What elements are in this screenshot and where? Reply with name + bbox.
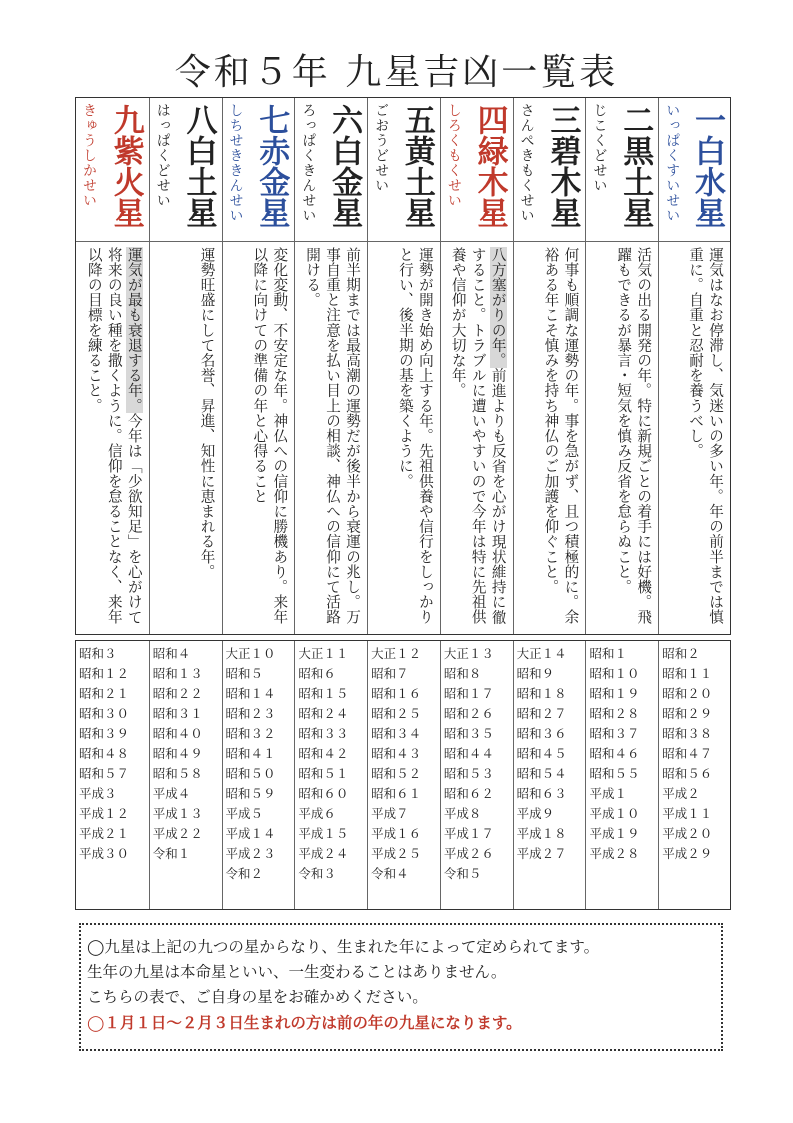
birth-year: 昭和２８	[589, 706, 640, 721]
birth-year: 昭和１９	[589, 686, 640, 701]
birth-year: 昭和３０	[78, 706, 129, 721]
birth-year: 昭和３１	[152, 706, 203, 721]
birth-year-column	[76, 641, 149, 909]
birth-year-column	[367, 641, 440, 909]
birth-year: 大正１０	[225, 646, 276, 661]
note-line: ◯九星は上記の九つの星からなり、生まれた年によって定められてます。	[87, 938, 600, 956]
birth-year: 平成１８	[516, 826, 567, 841]
birth-year: 昭和１１	[662, 666, 713, 681]
star-column	[76, 98, 149, 634]
birth-year: 平成３	[78, 786, 117, 801]
birth-year: 昭和４７	[662, 746, 713, 761]
highlighted-text: 八方塞がりの年。	[489, 247, 507, 368]
birth-year: 昭和３４	[371, 726, 422, 741]
birth-year: 平成２８	[589, 846, 640, 861]
star-column	[658, 98, 730, 634]
birth-year: 昭和５６	[662, 766, 713, 781]
birth-year: 昭和４４	[443, 746, 494, 761]
birth-year: 平成２	[662, 786, 700, 801]
star-header	[514, 98, 586, 242]
birth-year: 令和１	[152, 846, 191, 861]
star-column	[513, 98, 586, 634]
star-header	[76, 98, 149, 242]
birth-year: 昭和４８	[78, 746, 129, 761]
star-name: 九紫火星	[107, 104, 144, 228]
fortune-body: 今年は「少欲知足」を心がけて将来の良い種を撒くように。信仰を怠ることなく、来年以降の目標を練ること。	[85, 247, 143, 625]
note-line: こちらの表で、ご自身の星をお確かめください。	[87, 988, 428, 1006]
star-fortune-text	[448, 247, 508, 632]
birth-year: 昭和２０	[662, 686, 713, 701]
birth-year: 昭和６１	[371, 786, 422, 801]
birth-year: 平成８	[443, 806, 482, 821]
star-header	[295, 98, 367, 242]
star-fortune-text	[249, 247, 289, 632]
star-header	[150, 98, 222, 242]
birth-year: 平成２５	[371, 846, 422, 861]
star-fortune-text	[685, 247, 725, 632]
birth-year: 昭和４３	[371, 746, 422, 761]
birth-year: 昭和２２	[152, 686, 203, 701]
star-header	[586, 98, 658, 242]
birth-year: 昭和２７	[516, 706, 567, 721]
birth-year: 昭和３７	[589, 726, 640, 741]
birth-year: 昭和５３	[443, 766, 494, 781]
birth-year-column	[294, 641, 367, 909]
birth-year: 平成１７	[443, 826, 494, 841]
birth-year: 昭和１	[589, 646, 627, 661]
birth-year: 大正１２	[371, 646, 422, 661]
birth-year: 昭和４９	[152, 746, 203, 761]
birth-year: 昭和５１	[298, 766, 349, 781]
fortune-body: 何事も順調な運勢の年。事を急がず、且つ積極的に。余裕ある年こそ慎みを持ち神仏のご加護を仰ぐこと。	[542, 247, 580, 625]
birth-year-column	[513, 641, 586, 909]
birth-year: 昭和１３	[152, 666, 203, 681]
star-column	[294, 98, 367, 634]
star-reading: ろっぱくきんせい	[300, 103, 317, 223]
birth-year: 昭和２	[662, 646, 700, 661]
birth-year: 昭和４０	[152, 726, 203, 741]
birth-year: 昭和３８	[662, 726, 713, 741]
birth-year: 昭和２１	[78, 686, 129, 701]
birth-year: 昭和１５	[298, 686, 349, 701]
birth-year: 昭和４	[152, 646, 191, 661]
birth-year: 昭和５９	[225, 786, 276, 801]
birth-year: 昭和７	[371, 666, 409, 681]
birth-year: 昭和３２	[225, 726, 276, 741]
star-fortune-text	[84, 247, 144, 632]
birth-year: 昭和５０	[225, 766, 276, 781]
star-fortune-text	[540, 247, 580, 632]
star-name: 八白土星	[180, 104, 217, 228]
birth-year: 昭和２６	[443, 706, 494, 721]
star-column	[367, 98, 440, 634]
note-line: 生年の九星は本命星といい、一生変わることはありません。	[87, 963, 507, 981]
birth-year: 昭和１８	[516, 686, 567, 701]
birth-year: 昭和２４	[298, 706, 349, 721]
birth-year: 令和３	[298, 866, 336, 881]
birth-year: 昭和９	[516, 666, 555, 681]
birth-year: 昭和６２	[443, 786, 494, 801]
birth-year: 昭和３６	[516, 726, 567, 741]
birth-year: 昭和６３	[516, 786, 567, 801]
birth-year: 昭和３９	[78, 726, 129, 741]
birth-year: 昭和１６	[371, 686, 422, 701]
star-name: 一白水星	[689, 104, 725, 228]
birth-year: 平成２７	[516, 846, 567, 861]
star-column	[585, 98, 658, 634]
star-fortune-text	[197, 247, 217, 632]
star-header	[223, 98, 295, 242]
birth-year: 大正１３	[443, 646, 494, 661]
birth-year: 昭和２３	[225, 706, 276, 721]
birth-year: 平成１６	[371, 826, 422, 841]
birth-year: 昭和６	[298, 666, 336, 681]
birth-year: 平成４	[152, 786, 191, 801]
birth-year: 大正１４	[516, 646, 567, 661]
birth-year: 令和５	[443, 866, 482, 881]
birth-year: 令和４	[371, 866, 409, 881]
birth-year: 平成１４	[225, 826, 276, 841]
birth-year: 昭和５５	[589, 766, 640, 781]
birth-year: 平成１９	[589, 826, 640, 841]
birth-year: 昭和１０	[589, 666, 640, 681]
birth-year: 昭和５７	[78, 766, 129, 781]
birth-year: 昭和４１	[225, 746, 276, 761]
star-reading: じこくどせい	[591, 103, 608, 193]
birth-year: 平成６	[298, 806, 336, 821]
star-reading: しちせききんせい	[227, 103, 244, 223]
star-header	[441, 98, 513, 242]
birth-year: 平成２２	[152, 826, 203, 841]
birth-year-column	[585, 641, 658, 909]
fortune-body: 前半期までは最高潮の運勢だが後半から衰運の兆し。万事自重と注意を払い目上の相談、神仏への信仰にて活路開ける。	[304, 247, 362, 625]
star-column	[440, 98, 513, 634]
fortune-body: 前進よりも反省を心がけ現状維持に徹すること。トラブルに遭いやすいので今年は特に先祖供養や信仰が大切な年。	[449, 247, 507, 625]
birth-year: 平成９	[516, 806, 555, 821]
birth-year: 昭和１７	[443, 686, 494, 701]
birth-year: 平成７	[371, 806, 409, 821]
birth-year: 昭和３３	[298, 726, 349, 741]
birth-year: 平成２６	[443, 846, 494, 861]
birth-year-column	[222, 641, 295, 909]
star-reading: さんぺきもくせい	[518, 103, 535, 223]
birth-year: 令和２	[225, 866, 264, 881]
birth-year: 平成３０	[78, 846, 129, 861]
birth-year: 昭和３	[78, 646, 117, 661]
star-column	[149, 98, 222, 634]
star-column	[222, 98, 295, 634]
birth-year-column	[149, 641, 222, 909]
star-description-table	[75, 97, 731, 635]
birth-year-column	[440, 641, 513, 909]
birth-year: 平成２９	[662, 846, 713, 861]
birth-year: 平成１１	[662, 806, 713, 821]
birth-year: 昭和８	[443, 666, 482, 681]
birth-year: 昭和４５	[516, 746, 567, 761]
birth-year: 平成１	[589, 786, 627, 801]
birth-year: 昭和５２	[371, 766, 422, 781]
birth-year: 昭和５	[225, 666, 264, 681]
fortune-body: 運勢旺盛にして名誉、昇進、知性に恵まれる年。	[198, 247, 216, 580]
birth-year: 昭和２５	[371, 706, 422, 721]
birth-year: 昭和１４	[225, 686, 276, 701]
birth-year: 大正１１	[298, 646, 349, 661]
birth-year: 昭和２９	[662, 706, 713, 721]
birth-year: 平成１０	[589, 806, 640, 821]
birth-year: 平成１５	[298, 826, 349, 841]
fortune-body: 活気の出る開発の年。特に新規ごとの着手には好機。飛躍もできるが暴言・短気を慎み反省を怠らぬこと。	[615, 247, 653, 625]
birth-year: 昭和３５	[443, 726, 494, 741]
star-header	[368, 98, 440, 242]
star-name: 三碧木星	[544, 104, 581, 228]
star-name: 五黄土星	[398, 104, 435, 228]
star-reading: きゅうしかせい	[80, 103, 97, 208]
fortune-body: 運勢が開き始め向上する年。先祖供養や信行をしっかりと行い、後半期の基を築くように。	[396, 247, 434, 625]
birth-year-table	[75, 640, 731, 910]
birth-year: 昭和５４	[516, 766, 567, 781]
birth-year-column	[658, 641, 730, 909]
fortune-body: 運気はなお停滞し、気迷いの多い年。年の前半までは慎重に。自重と忍耐を養うべし。	[687, 247, 724, 625]
birth-year: 昭和６０	[298, 786, 349, 801]
star-reading: いっぱくすいせい	[664, 103, 681, 223]
fortune-body: 変化変動、不安定な年。神仏への信仰に勝機あり。来年以降に向けての準備の年と心得ること	[251, 247, 289, 625]
birth-year: 昭和４６	[589, 746, 640, 761]
star-fortune-text	[613, 247, 653, 632]
birth-year: 平成２１	[78, 826, 129, 841]
star-name: 二黒土星	[617, 104, 654, 228]
notes-box	[79, 923, 723, 1051]
star-fortune-text	[395, 247, 435, 632]
birth-year: 平成５	[225, 806, 264, 821]
birth-year: 平成２３	[225, 846, 276, 861]
birth-year: 平成１３	[152, 806, 203, 821]
star-header	[659, 98, 730, 242]
star-name: 七赤金星	[253, 104, 290, 228]
star-reading: しろくもくせい	[445, 103, 462, 208]
birth-year: 平成２４	[298, 846, 349, 861]
star-reading: ごおうどせい	[373, 103, 390, 193]
birth-year: 昭和５８	[152, 766, 203, 781]
star-reading: はっぱくどせい	[154, 103, 171, 208]
star-fortune-text	[302, 247, 362, 632]
page-title: 令和５年 九星吉凶一覧表	[174, 52, 619, 93]
birth-year: 平成１２	[78, 806, 129, 821]
star-name: 四緑木星	[471, 104, 508, 228]
highlighted-text: 運気が最も衰退する年。	[125, 247, 143, 414]
birth-year: 昭和１２	[78, 666, 129, 681]
birth-year: 平成２０	[662, 826, 713, 841]
note-warning: ◯１月１日～２月３日生まれの方は前の年の九星になります。	[87, 1013, 522, 1032]
star-name: 六白金星	[326, 104, 363, 228]
birth-year: 昭和４２	[298, 746, 349, 761]
